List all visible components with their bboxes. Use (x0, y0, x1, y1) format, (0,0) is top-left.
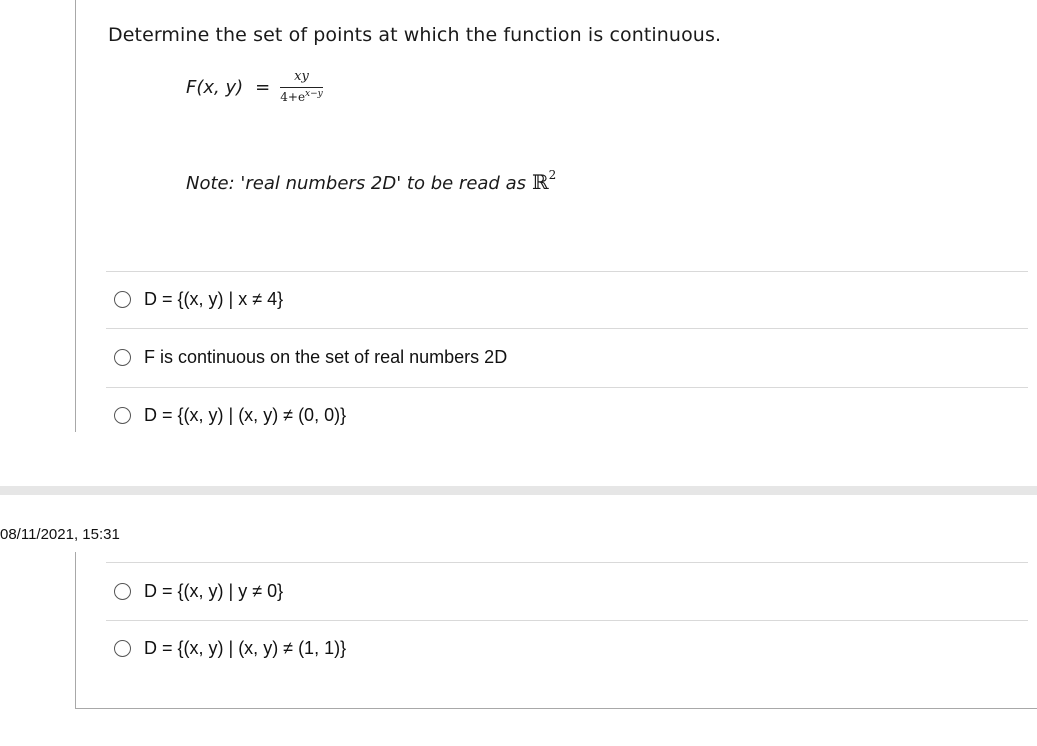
option-y-not-0[interactable] (114, 581, 283, 602)
radio-button[interactable] (114, 583, 131, 600)
question-prompt: Determine the set of points at which the function is continuous. (108, 24, 722, 46)
option-divider (106, 271, 1028, 272)
radio-button[interactable] (114, 291, 131, 308)
option-label: D = {(x, y) | x ≠ 4} (144, 289, 284, 309)
option-label: D = {(x, y) | (x, y) ≠ (1, 1)} (144, 638, 347, 658)
denominator-exponent: x−y (305, 88, 323, 99)
real-numbers-symbol: ℝ$^2$ (531, 168, 557, 194)
option-divider (106, 562, 1028, 563)
option-divider (106, 328, 1028, 329)
option-not-1-1[interactable] (114, 638, 346, 659)
function-name: F(x, y) (186, 76, 244, 98)
question-bottom-border (75, 708, 1037, 709)
equals-sign: = (255, 76, 271, 98)
fraction-numerator: xy (294, 69, 309, 85)
fraction-denominator: $4+e^{x-y}$ (280, 88, 323, 104)
option-label: D = {(x, y) | y ≠ 0} (144, 581, 284, 601)
function-formula (186, 62, 323, 112)
option-not-origin[interactable] (114, 405, 346, 426)
option-x-not-4[interactable] (114, 289, 283, 310)
page-break (0, 486, 1037, 495)
print-timestamp: 08/11/2021, 15:31 (0, 526, 120, 543)
question-left-border-page2 (75, 552, 76, 709)
option-continuous-everywhere[interactable] (114, 347, 507, 368)
note-text: Note: 'real numbers 2D' to be read as ℝ$^2$ (186, 168, 557, 194)
question-left-border (75, 0, 76, 432)
option-label: D = {(x, y) | (x, y) ≠ (0, 0)} (144, 405, 347, 425)
fraction (280, 70, 323, 103)
radio-button[interactable] (114, 640, 131, 657)
option-divider (106, 387, 1028, 388)
radio-button[interactable] (114, 407, 131, 424)
radio-button[interactable] (114, 349, 131, 366)
option-divider (106, 620, 1028, 621)
option-label: F is continuous on the set of real numbers 2D (144, 347, 508, 367)
